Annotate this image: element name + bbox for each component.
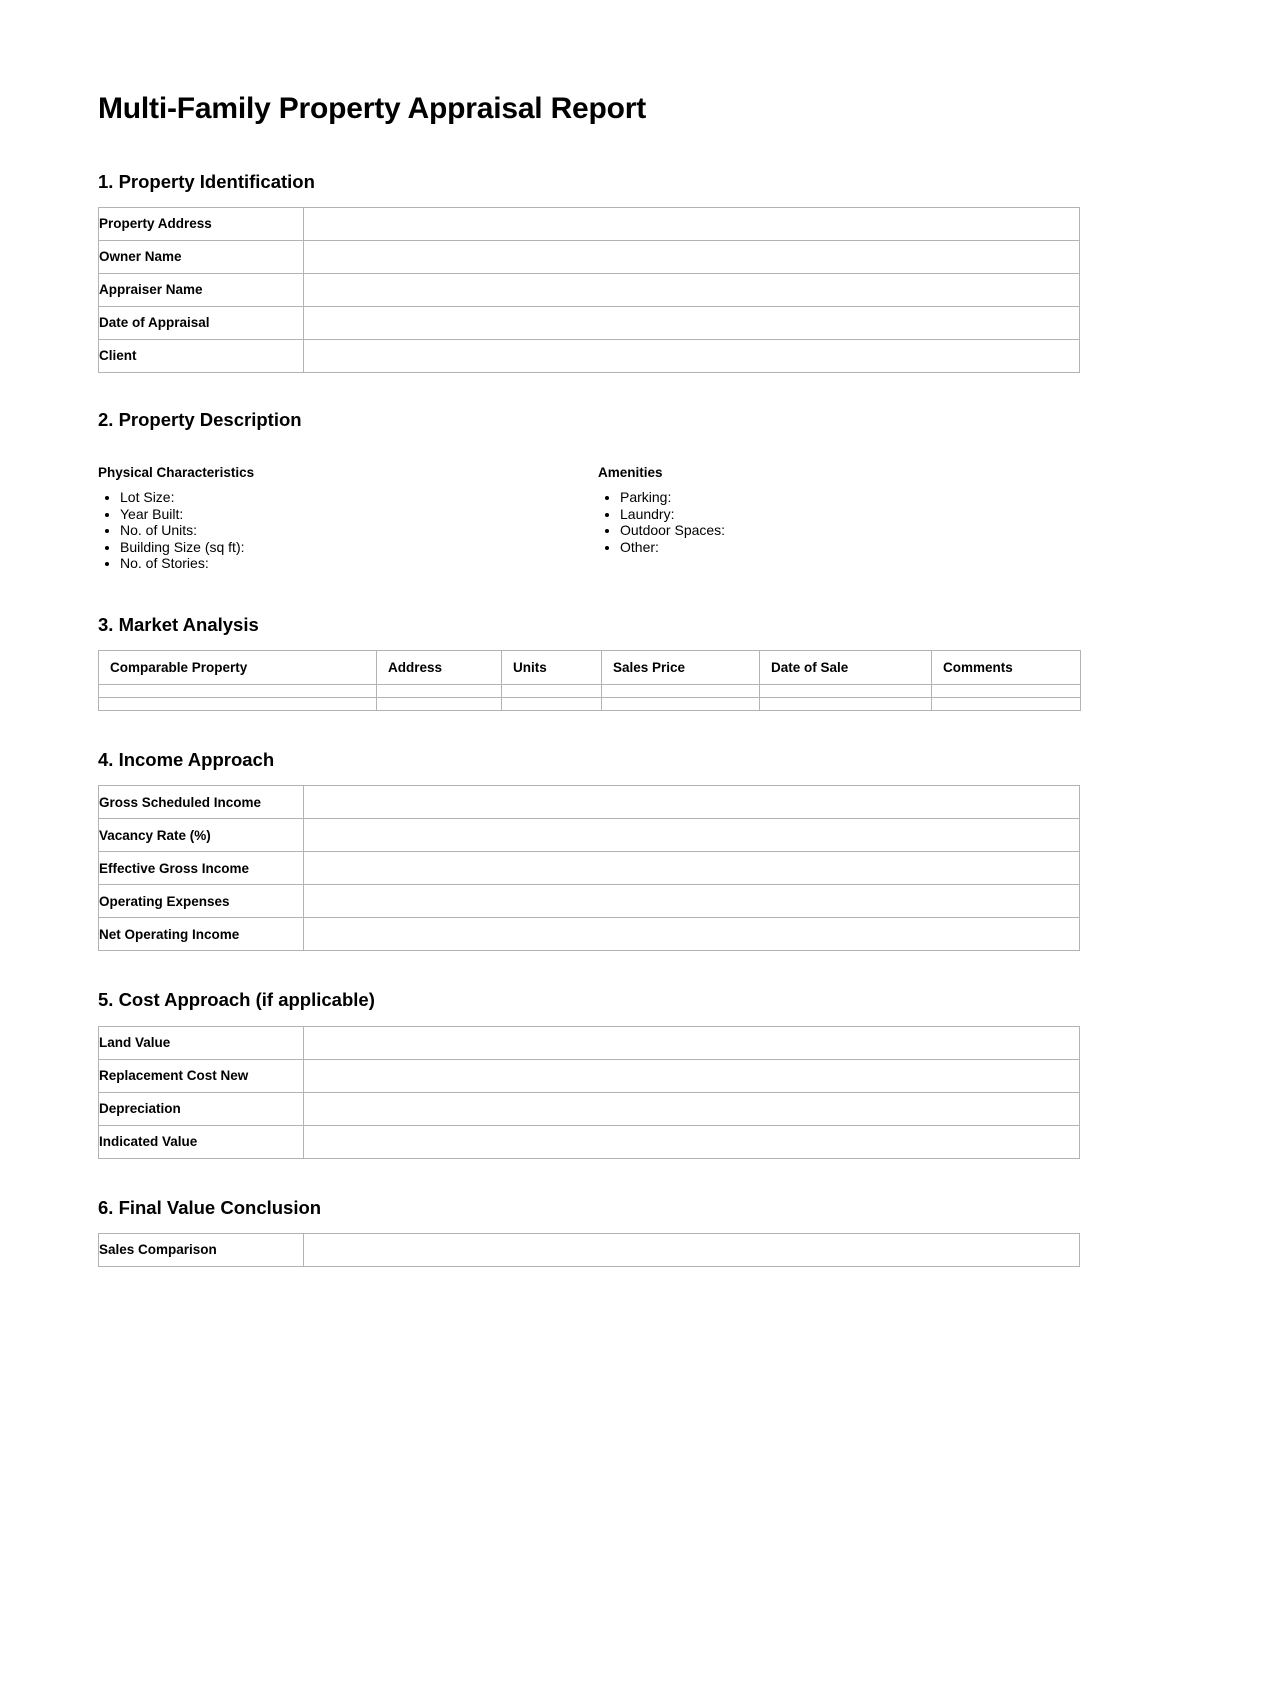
amenities-heading: Amenities bbox=[598, 464, 663, 480]
row-label: Property Address bbox=[99, 207, 304, 240]
table-row bbox=[99, 885, 1080, 918]
column-header: Comparable Property bbox=[99, 651, 377, 685]
row-label: Vacancy Rate (%) bbox=[99, 819, 304, 852]
row-value-input[interactable] bbox=[304, 207, 1080, 240]
cost-approach-table bbox=[98, 1026, 1080, 1159]
section-heading-final-value-conclusion: 6. Final Value Conclusion bbox=[98, 1196, 322, 1218]
cell-address[interactable] bbox=[377, 685, 502, 698]
cell-sales-price[interactable] bbox=[602, 685, 760, 698]
row-value-input[interactable] bbox=[304, 240, 1080, 273]
table-row bbox=[99, 698, 1081, 711]
table-row bbox=[99, 1092, 1080, 1125]
cell-comments[interactable] bbox=[932, 685, 1081, 698]
cell-date-of-sale[interactable] bbox=[760, 698, 932, 711]
cell-units[interactable] bbox=[502, 685, 602, 698]
cell-comparable-property[interactable] bbox=[99, 685, 377, 698]
final-value-conclusion-table bbox=[98, 1233, 1080, 1267]
table-row bbox=[99, 1233, 1080, 1266]
amenities-list bbox=[598, 489, 1080, 555]
cell-comparable-property[interactable] bbox=[99, 698, 377, 711]
amenities-column bbox=[598, 465, 1080, 572]
list-item: • Building Size (sq ft): bbox=[120, 539, 598, 556]
row-label: Effective Gross Income bbox=[99, 852, 304, 885]
physical-characteristics-heading: Physical Characteristics bbox=[98, 464, 255, 480]
list-item: • Laundry: bbox=[620, 506, 1080, 523]
row-value-input[interactable] bbox=[304, 1125, 1080, 1158]
row-value-input[interactable] bbox=[304, 885, 1080, 918]
row-label: Client bbox=[99, 339, 304, 372]
row-label: Indicated Value bbox=[99, 1125, 304, 1158]
table-row bbox=[99, 306, 1080, 339]
table-row bbox=[99, 819, 1080, 852]
column-header: Comments bbox=[932, 651, 1081, 685]
column-header: Units bbox=[502, 651, 602, 685]
row-value-input[interactable] bbox=[304, 1092, 1080, 1125]
section-heading-income-approach: 4. Income Approach bbox=[98, 749, 275, 771]
physical-characteristics-list bbox=[98, 489, 598, 572]
page-title: Multi-Family Property Appraisal Report bbox=[98, 92, 647, 125]
list-item: • No. of Units: bbox=[120, 522, 598, 539]
row-label: Appraiser Name bbox=[99, 273, 304, 306]
physical-characteristics-column bbox=[98, 465, 598, 572]
column-header: Date of Sale bbox=[760, 651, 932, 685]
row-value-input[interactable] bbox=[304, 273, 1080, 306]
row-value-input[interactable] bbox=[304, 918, 1080, 951]
table-row bbox=[99, 1059, 1080, 1092]
row-label: Depreciation bbox=[99, 1092, 304, 1125]
table-row bbox=[99, 1026, 1080, 1059]
property-description-columns bbox=[98, 465, 1080, 572]
row-label: Replacement Cost New bbox=[99, 1059, 304, 1092]
list-item: • Year Built: bbox=[120, 506, 598, 523]
row-value-input[interactable] bbox=[304, 339, 1080, 372]
row-label: Date of Appraisal bbox=[99, 306, 304, 339]
column-header: Address bbox=[377, 651, 502, 685]
table-row bbox=[99, 852, 1080, 885]
row-label: Land Value bbox=[99, 1026, 304, 1059]
table-row bbox=[99, 339, 1080, 372]
document-content bbox=[98, 0, 1080, 1258]
cell-units[interactable] bbox=[502, 698, 602, 711]
row-value-input[interactable] bbox=[304, 306, 1080, 339]
table-header-row bbox=[99, 651, 1081, 685]
list-item: • No. of Stories: bbox=[120, 555, 598, 572]
table-row bbox=[99, 918, 1080, 951]
table-row bbox=[99, 273, 1080, 306]
table-row bbox=[99, 1125, 1080, 1158]
list-item: • Other: bbox=[620, 539, 1080, 556]
list-item: • Lot Size: bbox=[120, 489, 598, 506]
row-value-input[interactable] bbox=[304, 819, 1080, 852]
property-identification-table bbox=[98, 207, 1080, 373]
column-header: Sales Price bbox=[602, 651, 760, 685]
row-label: Gross Scheduled Income bbox=[99, 786, 304, 819]
row-label: Operating Expenses bbox=[99, 885, 304, 918]
section-heading-property-description: 2. Property Description bbox=[98, 408, 302, 430]
income-approach-table bbox=[98, 785, 1080, 951]
list-item: • Parking: bbox=[620, 489, 1080, 506]
row-value-input[interactable] bbox=[304, 1233, 1080, 1266]
row-value-input[interactable] bbox=[304, 852, 1080, 885]
table-row bbox=[99, 240, 1080, 273]
row-label: Owner Name bbox=[99, 240, 304, 273]
row-value-input[interactable] bbox=[304, 1026, 1080, 1059]
cell-sales-price[interactable] bbox=[602, 698, 760, 711]
row-label: Net Operating Income bbox=[99, 918, 304, 951]
list-item: • Outdoor Spaces: bbox=[620, 522, 1080, 539]
cell-comments[interactable] bbox=[932, 698, 1081, 711]
row-value-input[interactable] bbox=[304, 1059, 1080, 1092]
table-row bbox=[99, 207, 1080, 240]
table-row bbox=[99, 685, 1081, 698]
row-value-input[interactable] bbox=[304, 786, 1080, 819]
table-row bbox=[99, 786, 1080, 819]
row-label: Sales Comparison bbox=[99, 1233, 304, 1266]
market-analysis-table bbox=[98, 650, 1081, 711]
cell-date-of-sale[interactable] bbox=[760, 685, 932, 698]
section-heading-cost-approach: 5. Cost Approach (if applicable) bbox=[98, 989, 375, 1011]
section-heading-property-identification: 1. Property Identification bbox=[98, 170, 315, 192]
cell-address[interactable] bbox=[377, 698, 502, 711]
section-heading-market-analysis: 3. Market Analysis bbox=[98, 614, 259, 636]
